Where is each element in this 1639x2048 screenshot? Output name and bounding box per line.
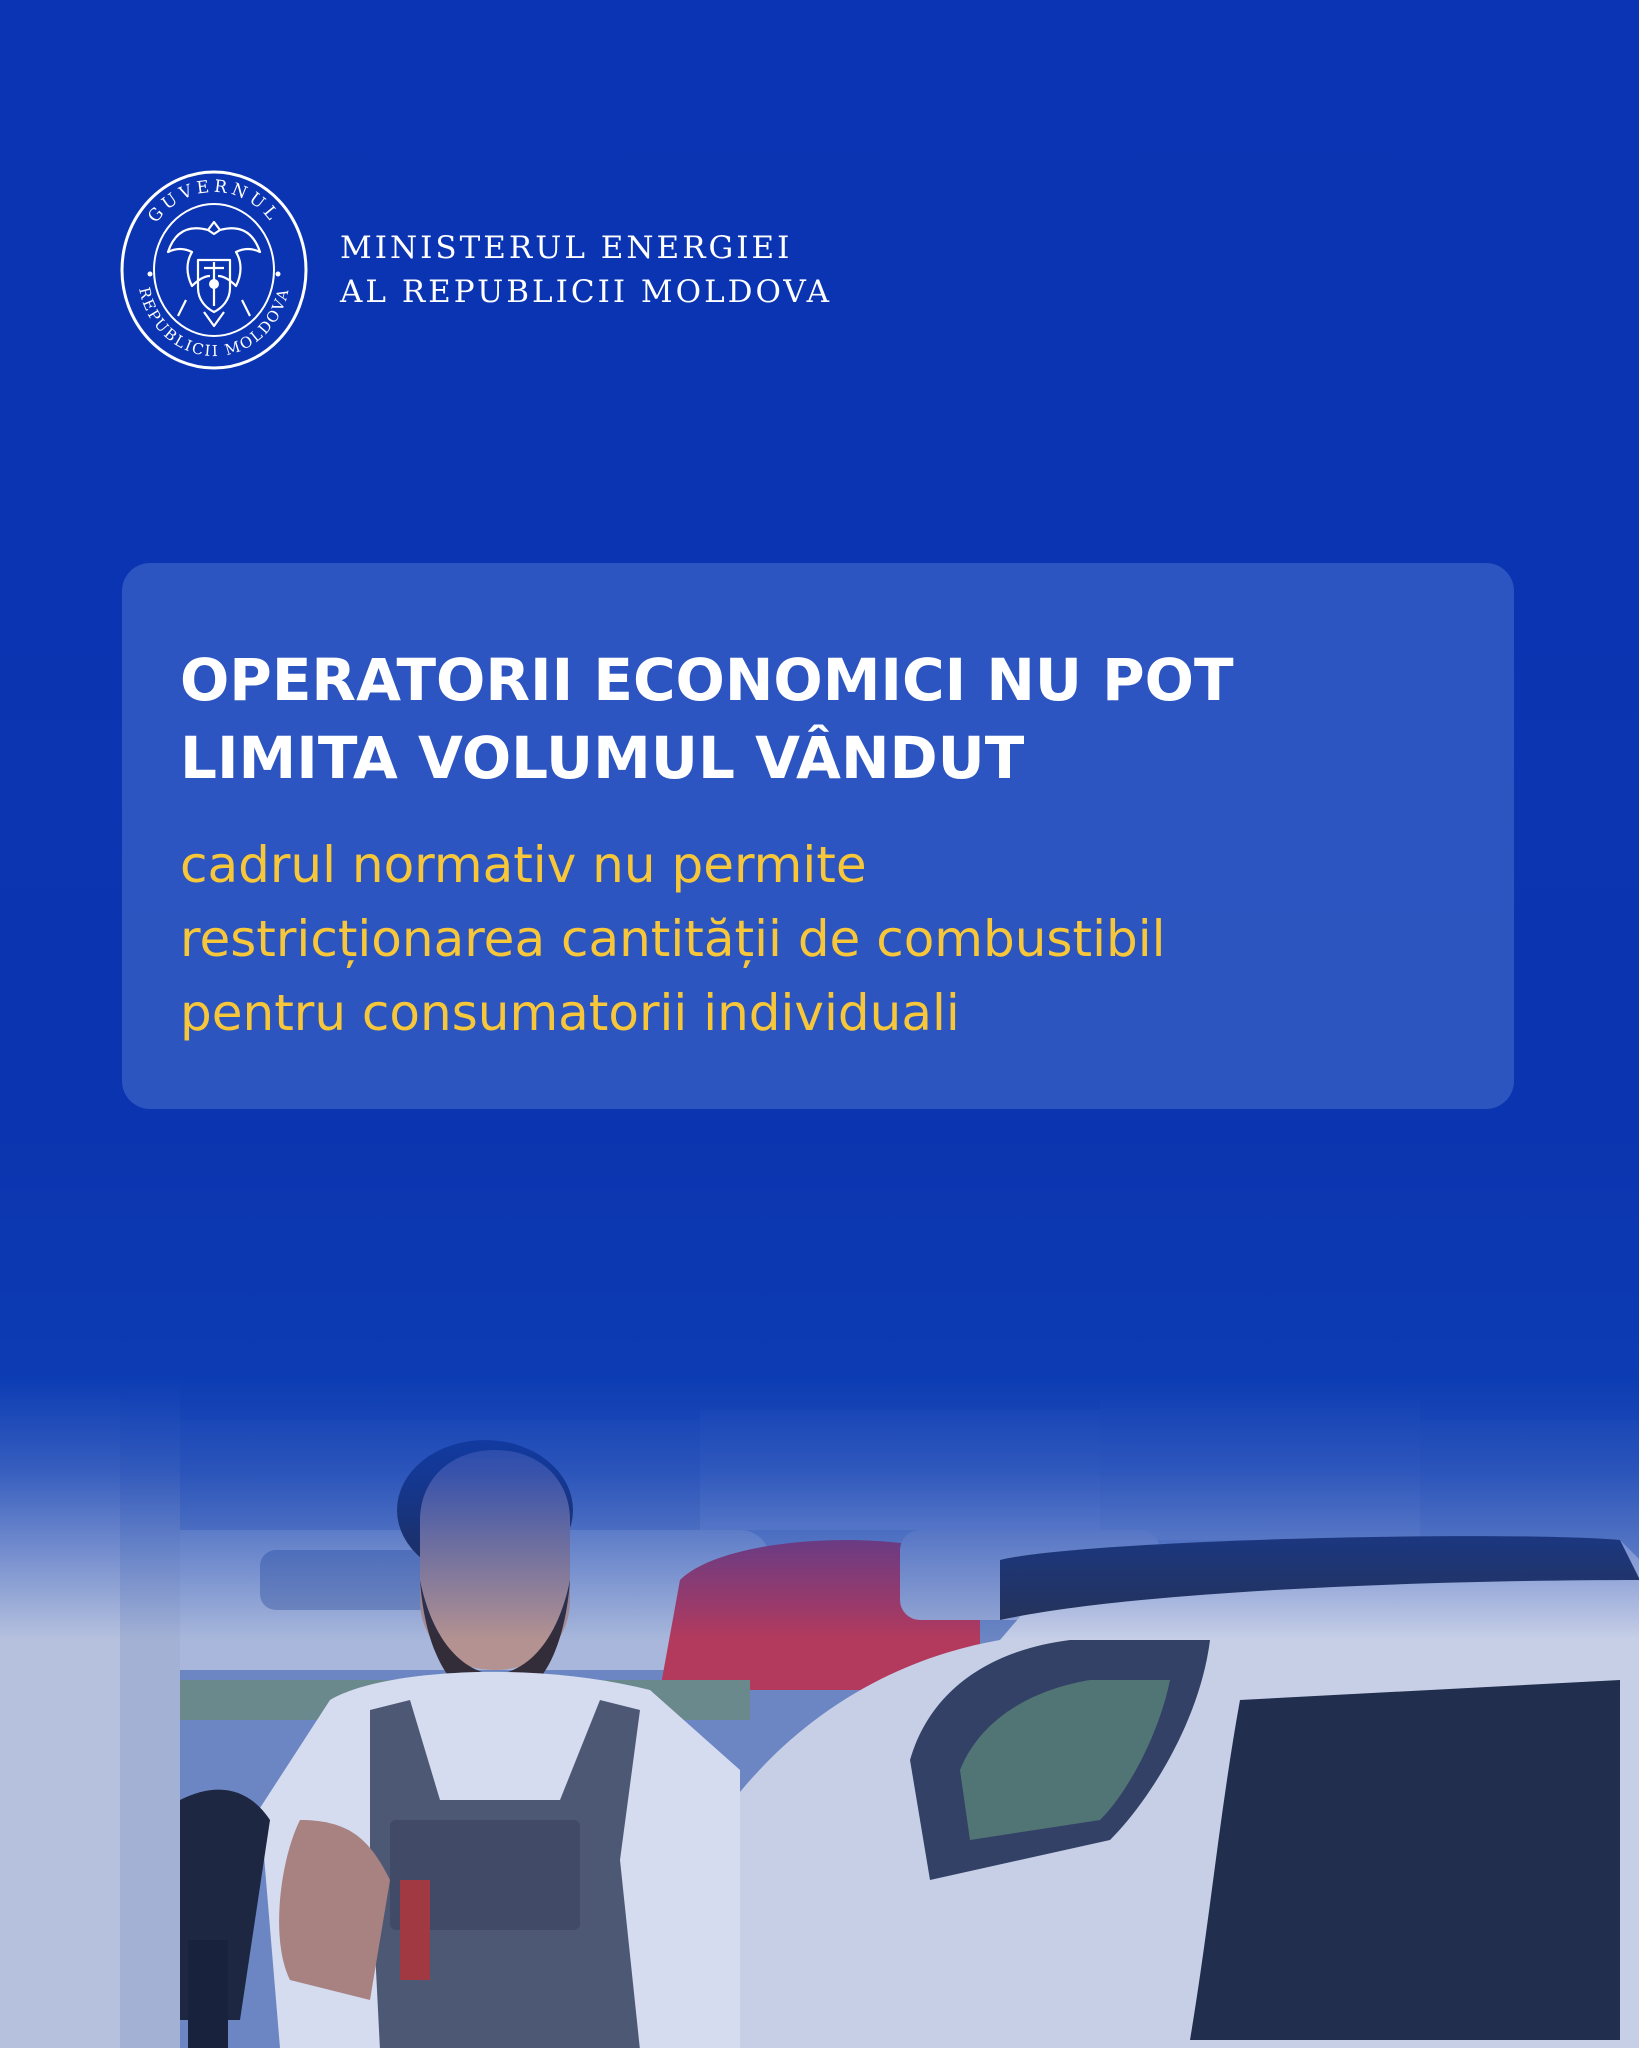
subheadline-line: pentru consumatorii individuali <box>180 984 960 1042</box>
headline-line: OPERATORII ECONOMICI NU POT <box>180 646 1234 714</box>
ministry-name-line1: MINISTERUL ENERGIEI <box>340 230 793 266</box>
government-seal-icon <box>120 170 308 370</box>
ministry-header <box>120 170 832 370</box>
svg-text:GUVERNUL <box>144 177 284 227</box>
subheadline <box>180 828 1166 1050</box>
emblem-bottom-text: REPUBLICII MOLDOVA <box>135 285 293 361</box>
message-card <box>122 563 1514 1109</box>
ministry-name-line2: AL REPUBLICII MOLDOVA <box>340 274 833 310</box>
headline <box>180 641 1234 797</box>
ministry-name <box>340 226 832 314</box>
headline-line: LIMITA VOLUMUL VÂNDUT <box>180 724 1025 792</box>
subheadline-line: restricționarea cantității de combustibil <box>180 910 1166 968</box>
subheadline-line: cadrul normativ nu permite <box>180 836 867 894</box>
emblem-top-text: GUVERNUL <box>144 176 284 227</box>
photo-fade <box>0 1380 1639 1640</box>
fuel-station-worker-photo <box>0 1380 1639 2048</box>
